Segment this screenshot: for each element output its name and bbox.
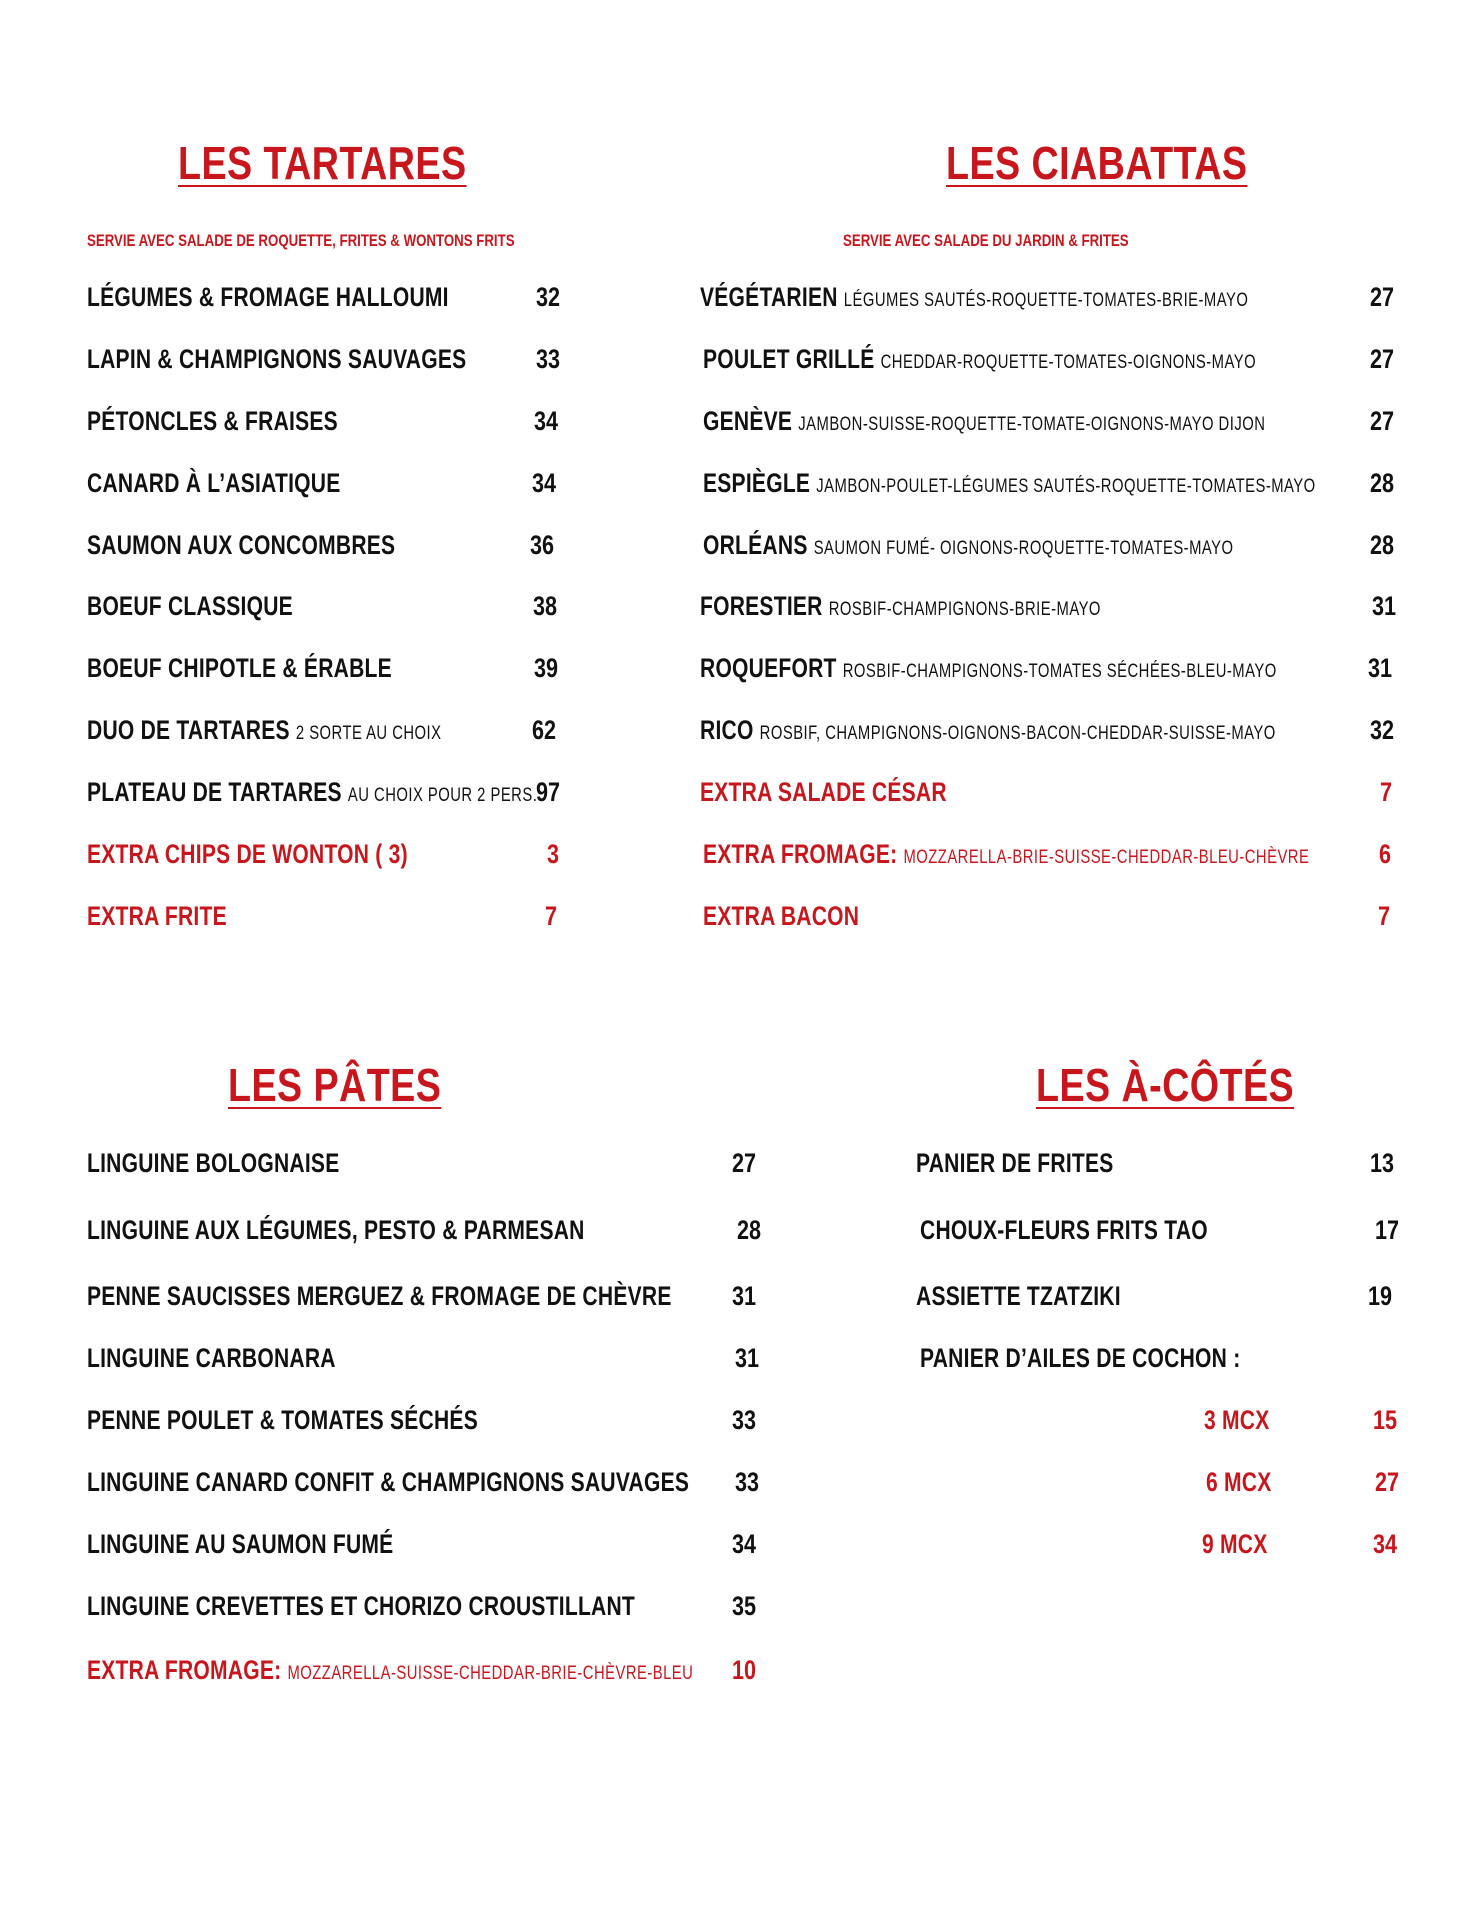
menu-item-price: 34 [732, 1529, 757, 1559]
menu-item-name: ESPIÈGLE JAMBON-POULET-LÉGUMES SAUTÉS-ROQUETTE-TOMATES-MAYO [703, 468, 1316, 498]
menu-item-description: JAMBON-SUISSE-ROQUETTE-TOMATE-OIGNONS-MAYO DIJON [798, 414, 1266, 435]
menu-item-description: 2 SORTE AU CHOIX [295, 723, 442, 744]
option-quantity: 6 MCX [1206, 1467, 1272, 1497]
menu-item-price: 19 [1368, 1281, 1393, 1311]
menu-item-price: 28 [737, 1215, 762, 1245]
menu-item-price: 27 [1370, 282, 1395, 312]
menu-item-price: 33 [536, 344, 561, 374]
menu-item-price: 28 [1370, 530, 1395, 560]
menu-item-name: LÉGUMES & FROMAGE HALLOUMI [87, 282, 449, 312]
menu-item-price: 31 [735, 1343, 760, 1373]
menu-extra-name: EXTRA CHIPS DE WONTON ( 3) [87, 839, 408, 869]
menu-extra-price: 3 [547, 839, 560, 869]
menu-extra-name: EXTRA BACON [703, 901, 860, 931]
menu-item-name: LINGUINE CANARD CONFIT & CHAMPIGNONS SAUVAGES [87, 1467, 690, 1497]
menu-item-description: ROSBIF, CHAMPIGNONS-OIGNONS-BACON-CHEDDAR-SUISSE-MAYO [759, 723, 1276, 744]
menu-item-name: BOEUF CLASSIQUE [87, 591, 293, 621]
menu-extra-description: MOZZARELLA-SUISSE-CHEDDAR-BRIE-CHÈVRE-BLEU [287, 1663, 694, 1684]
option-price: 15 [1373, 1405, 1398, 1435]
menu-item-name: LINGUINE CARBONARA [87, 1343, 336, 1373]
menu-item-price: 31 [1372, 591, 1397, 621]
menu-item-name: PENNE SAUCISSES MERGUEZ & FROMAGE DE CHÈVRE [87, 1281, 672, 1311]
menu-item-name: LINGUINE AUX LÉGUMES, PESTO & PARMESAN [87, 1215, 585, 1245]
menu-item-name: GENÈVE JAMBON-SUISSE-ROQUETTE-TOMATE-OIGNONS-MAYO DIJON [703, 406, 1266, 436]
menu-item-description: SAUMON FUMÉ- OIGNONS-ROQUETTE-TOMATES-MAYO [813, 538, 1234, 559]
menu-item-price: 62 [532, 715, 557, 745]
menu-item-name: LINGUINE AU SAUMON FUMÉ [87, 1529, 394, 1559]
menu-extra-price: 7 [1378, 901, 1391, 931]
menu-extra-price: 10 [732, 1655, 757, 1685]
menu-item-price: 34 [532, 468, 557, 498]
section-title-pates: LES PÂTES [228, 1059, 442, 1111]
menu-item-name: PENNE POULET & TOMATES SÉCHÉS [87, 1405, 478, 1435]
menu-item-name: BOEUF CHIPOTLE & ÉRABLE [87, 653, 392, 683]
menu-extra-description: MOZZARELLA-BRIE-SUISSE-CHEDDAR-BLEU-CHÈVRE [903, 847, 1310, 868]
menu-extra-name: EXTRA FROMAGE: MOZZARELLA-SUISSE-CHEDDAR-BRIE-CHÈVRE-BLEU [87, 1655, 694, 1685]
menu-item-description: ROSBIF-CHAMPIGNONS-BRIE-MAYO [828, 599, 1101, 620]
menu-item-price: 33 [732, 1405, 757, 1435]
menu-item-name: CHOUX-FLEURS FRITS TAO [920, 1215, 1208, 1245]
menu-item-name: LINGUINE BOLOGNAISE [87, 1148, 340, 1178]
menu-item-price: 32 [1370, 715, 1395, 745]
section-title-acotes: LES À-CÔTÉS [1036, 1059, 1295, 1111]
menu-item-name: ROQUEFORT ROSBIF-CHAMPIGNONS-TOMATES SÉCHÉES-BLEU-MAYO [700, 653, 1277, 683]
menu-item-name: FORESTIER ROSBIF-CHAMPIGNONS-BRIE-MAYO [700, 591, 1101, 621]
menu-extra-price: 7 [1380, 777, 1393, 807]
menu-item-name: LAPIN & CHAMPIGNONS SAUVAGES [87, 344, 467, 374]
section-subtitle-ciabattas: SERVIE AVEC SALADE DU JARDIN & FRITES [843, 231, 1129, 250]
menu-item-name: PANIER DE FRITES [916, 1148, 1114, 1178]
menu-extra-name: EXTRA FRITE [87, 901, 227, 931]
menu-extra-name: EXTRA SALADE CÉSAR [700, 777, 947, 807]
menu-extra-price: 6 [1379, 839, 1392, 869]
menu-item-name: SAUMON AUX CONCOMBRES [87, 530, 396, 560]
menu-item-name: PÉTONCLES & FRAISES [87, 406, 338, 436]
menu-item-price: 38 [533, 591, 558, 621]
option-price: 27 [1375, 1467, 1400, 1497]
menu-item-name: ASSIETTE TZATZIKI [916, 1281, 1121, 1311]
menu-item-price: 39 [534, 653, 559, 683]
section-subtitle-tartares: SERVIE AVEC SALADE DE ROQUETTE, FRITES & WONTONS FRITS [87, 231, 515, 250]
menu-item-name: POULET GRILLÉ CHEDDAR-ROQUETTE-TOMATES-OIGNONS-MAYO [703, 344, 1257, 374]
menu-item-price: 97 [536, 777, 561, 807]
option-quantity: 9 MCX [1202, 1529, 1268, 1559]
menu-item-price: 33 [735, 1467, 760, 1497]
menu-item-price: 32 [536, 282, 561, 312]
menu-item-price: 36 [530, 530, 555, 560]
menu-item-description: JAMBON-POULET-LÉGUMES SAUTÉS-ROQUETTE-TOMATES-MAYO [816, 476, 1316, 497]
menu-item-name: LINGUINE CREVETTES ET CHORIZO CROUSTILLANT [87, 1591, 636, 1621]
menu-item-price: 17 [1375, 1215, 1400, 1245]
menu-item-name: RICO ROSBIF, CHAMPIGNONS-OIGNONS-BACON-CHEDDAR-SUISSE-MAYO [700, 715, 1276, 745]
menu-item-name: PANIER D’AILES DE COCHON : [920, 1343, 1241, 1373]
menu-item-price: 35 [732, 1591, 757, 1621]
menu-item-name: CANARD À L’ASIATIQUE [87, 468, 341, 498]
menu-item-price: 27 [1370, 344, 1395, 374]
menu-extra-price: 7 [545, 901, 558, 931]
menu-item-price: 34 [534, 406, 559, 436]
menu-item-price: 13 [1370, 1148, 1395, 1178]
menu-item-price: 28 [1370, 468, 1395, 498]
menu-item-description: CHEDDAR-ROQUETTE-TOMATES-OIGNONS-MAYO [880, 352, 1257, 373]
menu-item-price: 31 [1368, 653, 1393, 683]
menu-item-description: LÉGUMES SAUTÉS-ROQUETTE-TOMATES-BRIE-MAYO [843, 290, 1249, 311]
menu-item-name: DUO DE TARTARES 2 SORTE AU CHOIX [87, 715, 442, 745]
menu-item-price: 31 [732, 1281, 757, 1311]
menu-item-price: 27 [732, 1148, 757, 1178]
section-title-ciabattas: LES CIABATTAS [946, 137, 1248, 189]
menu-extra-name: EXTRA FROMAGE: MOZZARELLA-BRIE-SUISSE-CHEDDAR-BLEU-CHÈVRE [703, 839, 1310, 869]
menu-item-description: ROSBIF-CHAMPIGNONS-TOMATES SÉCHÉES-BLEU-MAYO [842, 661, 1277, 682]
menu-item-description: AU CHOIX POUR 2 PERS. [347, 785, 538, 806]
menu-item-name: ORLÉANS SAUMON FUMÉ- OIGNONS-ROQUETTE-TOMATES-MAYO [703, 530, 1234, 560]
menu-item-name: PLATEAU DE TARTARES AU CHOIX POUR 2 PERS. [87, 777, 538, 807]
section-title-tartares: LES TARTARES [178, 137, 467, 189]
option-quantity: 3 MCX [1204, 1405, 1270, 1435]
menu-item-name: VÉGÉTARIEN LÉGUMES SAUTÉS-ROQUETTE-TOMATES-BRIE-MAYO [700, 282, 1249, 312]
option-price: 34 [1373, 1529, 1398, 1559]
menu-item-price: 27 [1370, 406, 1395, 436]
